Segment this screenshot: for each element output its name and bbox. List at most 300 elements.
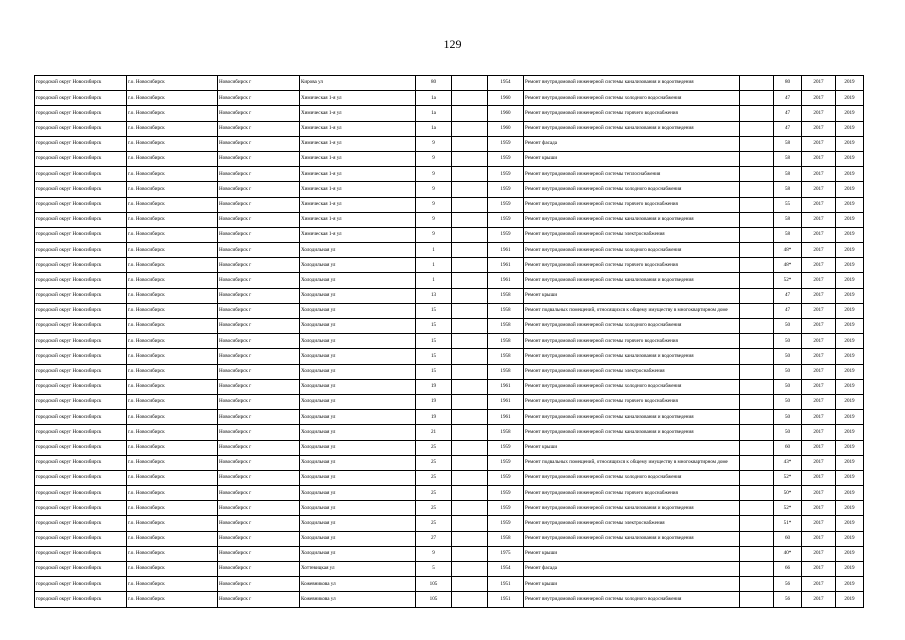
build-year-cell: 1961: [488, 394, 524, 409]
city-cell: Новосибирск г: [218, 410, 300, 425]
house-number-cell: 9: [416, 212, 452, 227]
work-type-cell: Ремонт внутридомовой инженерной системы горячего водоснабжения: [524, 197, 740, 212]
work-type-cell: Ремонт внутридомовой инженерной системы электроснабжения: [524, 364, 740, 379]
wear-percent-cell: 50: [774, 319, 802, 334]
building-cell: [452, 470, 488, 485]
municipality-cell: городской округ Новосибирск: [35, 182, 127, 197]
house-number-cell: 19: [416, 379, 452, 394]
build-year-cell: 1961: [488, 273, 524, 288]
wear-percent-cell: 56: [774, 577, 802, 592]
city-cell: Новосибирск г: [218, 486, 300, 501]
blank-cell: [740, 349, 774, 364]
plan-end-year-cell: 2019: [836, 273, 864, 288]
district-cell: г.о. Новосибирск: [127, 319, 218, 334]
district-cell: г.о. Новосибирск: [127, 273, 218, 288]
build-year-cell: 1960: [488, 106, 524, 121]
municipality-cell: городской округ Новосибирск: [35, 227, 127, 242]
municipality-cell: городской округ Новосибирск: [35, 303, 127, 318]
city-cell: Новосибирск г: [218, 470, 300, 485]
blank-cell: [740, 121, 774, 136]
municipality-cell: городской округ Новосибирск: [35, 151, 127, 166]
build-year-cell: 1961: [488, 258, 524, 273]
municipality-cell: городской округ Новосибирск: [35, 546, 127, 561]
house-number-cell: 25: [416, 455, 452, 470]
wear-percent-cell: 60: [774, 531, 802, 546]
plan-end-year-cell: 2019: [836, 592, 864, 607]
table-row: [35, 227, 864, 242]
district-cell: г.о. Новосибирск: [127, 531, 218, 546]
street-cell: Химическая 1-я ул: [300, 91, 416, 106]
plan-start-year-cell: 2017: [802, 577, 836, 592]
wear-percent-cell: 58: [774, 182, 802, 197]
table-row: [35, 562, 864, 577]
city-cell: Новосибирск г: [218, 258, 300, 273]
wear-percent-cell: 50: [774, 334, 802, 349]
city-cell: Новосибирск г: [218, 106, 300, 121]
street-cell: Холодильная ул: [300, 440, 416, 455]
building-cell: [452, 501, 488, 516]
wear-percent-cell: 50*: [774, 486, 802, 501]
municipality-cell: городской округ Новосибирск: [35, 258, 127, 273]
building-cell: [452, 212, 488, 227]
district-cell: г.о. Новосибирск: [127, 243, 218, 258]
city-cell: Новосибирск г: [218, 440, 300, 455]
build-year-cell: 1959: [488, 470, 524, 485]
house-number-cell: 1а: [416, 121, 452, 136]
building-cell: [452, 288, 488, 303]
house-number-cell: 9: [416, 197, 452, 212]
blank-cell: [740, 486, 774, 501]
plan-end-year-cell: 2019: [836, 577, 864, 592]
build-year-cell: 1959: [488, 440, 524, 455]
street-cell: Хоттевицкая ул: [300, 562, 416, 577]
wear-percent-cell: 58: [774, 212, 802, 227]
plan-end-year-cell: 2019: [836, 76, 864, 91]
work-type-cell: Ремонт внутридомовой инженерной системы холодного водоснабжения: [524, 470, 740, 485]
plan-start-year-cell: 2017: [802, 379, 836, 394]
plan-start-year-cell: 2017: [802, 303, 836, 318]
wear-percent-cell: 60: [774, 440, 802, 455]
work-type-cell: Ремонт фасада: [524, 562, 740, 577]
build-year-cell: 1954: [488, 562, 524, 577]
house-number-cell: 15: [416, 349, 452, 364]
wear-percent-cell: 58: [774, 151, 802, 166]
house-number-cell: 105: [416, 592, 452, 607]
district-cell: г.о. Новосибирск: [127, 516, 218, 531]
work-type-cell: Ремонт внутридомовой инженерной системы холодного водоснабжения: [524, 319, 740, 334]
wear-percent-cell: 58: [774, 136, 802, 151]
building-cell: [452, 303, 488, 318]
building-cell: [452, 349, 488, 364]
district-cell: г.о. Новосибирск: [127, 303, 218, 318]
district-cell: г.о. Новосибирск: [127, 486, 218, 501]
build-year-cell: 1959: [488, 455, 524, 470]
city-cell: Новосибирск г: [218, 273, 300, 288]
blank-cell: [740, 410, 774, 425]
house-number-cell: 25: [416, 470, 452, 485]
blank-cell: [740, 212, 774, 227]
city-cell: Новосибирск г: [218, 379, 300, 394]
plan-start-year-cell: 2017: [802, 121, 836, 136]
wear-percent-cell: 48*: [774, 258, 802, 273]
build-year-cell: 1954: [488, 76, 524, 91]
work-type-cell: Ремонт внутридомовой инженерной системы холодного водоснабжения: [524, 243, 740, 258]
plan-end-year-cell: 2019: [836, 227, 864, 242]
house-number-cell: 9: [416, 151, 452, 166]
plan-start-year-cell: 2017: [802, 425, 836, 440]
build-year-cell: 1959: [488, 182, 524, 197]
table-row: [35, 91, 864, 106]
municipality-cell: городской округ Новосибирск: [35, 592, 127, 607]
blank-cell: [740, 91, 774, 106]
plan-start-year-cell: 2017: [802, 212, 836, 227]
wear-percent-cell: 50: [774, 349, 802, 364]
street-cell: Химическая 1-я ул: [300, 121, 416, 136]
blank-cell: [740, 470, 774, 485]
work-type-cell: Ремонт внутридомовой инженерной системы канализования и водоотведения: [524, 121, 740, 136]
building-cell: [452, 546, 488, 561]
district-cell: г.о. Новосибирск: [127, 364, 218, 379]
table-row: [35, 546, 864, 561]
building-cell: [452, 167, 488, 182]
house-number-cell: 15: [416, 364, 452, 379]
street-cell: Холодильная ул: [300, 516, 416, 531]
wear-percent-cell: 50: [774, 379, 802, 394]
plan-end-year-cell: 2019: [836, 425, 864, 440]
building-cell: [452, 319, 488, 334]
wear-percent-cell: 56: [774, 592, 802, 607]
table-row: [35, 516, 864, 531]
plan-start-year-cell: 2017: [802, 592, 836, 607]
table-row: [35, 592, 864, 607]
building-cell: [452, 121, 488, 136]
city-cell: Новосибирск г: [218, 227, 300, 242]
city-cell: Новосибирск г: [218, 243, 300, 258]
city-cell: Новосибирск г: [218, 349, 300, 364]
house-number-cell: 9: [416, 167, 452, 182]
house-number-cell: 105: [416, 577, 452, 592]
blank-cell: [740, 425, 774, 440]
plan-end-year-cell: 2019: [836, 91, 864, 106]
plan-end-year-cell: 2019: [836, 197, 864, 212]
table-row: [35, 319, 864, 334]
blank-cell: [740, 364, 774, 379]
plan-start-year-cell: 2017: [802, 410, 836, 425]
wear-percent-cell: 47: [774, 91, 802, 106]
street-cell: Холодильная ул: [300, 258, 416, 273]
building-cell: [452, 334, 488, 349]
street-cell: Кожевникова ул: [300, 577, 416, 592]
build-year-cell: 1961: [488, 243, 524, 258]
building-cell: [452, 182, 488, 197]
municipality-cell: городской округ Новосибирск: [35, 577, 127, 592]
work-type-cell: Ремонт крыши: [524, 288, 740, 303]
district-cell: г.о. Новосибирск: [127, 91, 218, 106]
build-year-cell: 1961: [488, 410, 524, 425]
table-row: [35, 379, 864, 394]
work-type-cell: Ремонт внутридомовой инженерной системы канализования и водоотведения: [524, 273, 740, 288]
city-cell: Новосибирск г: [218, 197, 300, 212]
house-number-cell: 1: [416, 258, 452, 273]
table-row: [35, 303, 864, 318]
blank-cell: [740, 76, 774, 91]
build-year-cell: 1959: [488, 501, 524, 516]
table-row: [35, 501, 864, 516]
wear-percent-cell: 55: [774, 197, 802, 212]
plan-end-year-cell: 2019: [836, 212, 864, 227]
municipality-cell: городской округ Новосибирск: [35, 379, 127, 394]
plan-end-year-cell: 2019: [836, 546, 864, 561]
house-number-cell: 25: [416, 440, 452, 455]
district-cell: г.о. Новосибирск: [127, 546, 218, 561]
build-year-cell: 1960: [488, 91, 524, 106]
district-cell: г.о. Новосибирск: [127, 212, 218, 227]
plan-end-year-cell: 2019: [836, 319, 864, 334]
plan-start-year-cell: 2017: [802, 76, 836, 91]
work-type-cell: Ремонт внутридомовой инженерной системы канализования и водоотведения: [524, 349, 740, 364]
house-number-cell: 15: [416, 303, 452, 318]
plan-start-year-cell: 2017: [802, 486, 836, 501]
municipality-cell: городской округ Новосибирск: [35, 562, 127, 577]
building-cell: [452, 273, 488, 288]
street-cell: Холодильная ул: [300, 273, 416, 288]
municipality-cell: городской округ Новосибирск: [35, 212, 127, 227]
plan-end-year-cell: 2019: [836, 455, 864, 470]
plan-end-year-cell: 2019: [836, 364, 864, 379]
work-type-cell: Ремонт внутридомовой инженерной системы канализования и водоотведения: [524, 76, 740, 91]
build-year-cell: 1961: [488, 379, 524, 394]
work-type-cell: Ремонт внутридомовой инженерной системы горячего водоснабжения: [524, 394, 740, 409]
work-type-cell: Ремонт внутридомовой инженерной системы холодного водоснабжения: [524, 182, 740, 197]
street-cell: Холодильная ул: [300, 455, 416, 470]
house-number-cell: 1: [416, 273, 452, 288]
table-row: [35, 197, 864, 212]
blank-cell: [740, 288, 774, 303]
plan-start-year-cell: 2017: [802, 516, 836, 531]
building-cell: [452, 425, 488, 440]
wear-percent-cell: 58: [774, 167, 802, 182]
plan-end-year-cell: 2019: [836, 349, 864, 364]
work-type-cell: Ремонт подвальных помещений, относящихся к общему имуществу в многоквартирном доме: [524, 455, 740, 470]
work-type-cell: Ремонт внутридомовой инженерной системы электроснабжения: [524, 516, 740, 531]
house-number-cell: 19: [416, 394, 452, 409]
municipality-cell: городской округ Новосибирск: [35, 455, 127, 470]
table-row: [35, 349, 864, 364]
street-cell: Холодильная ул: [300, 531, 416, 546]
work-type-cell: Ремонт внутридомовой инженерной системы теплоснабжения: [524, 167, 740, 182]
municipality-cell: городской округ Новосибирск: [35, 167, 127, 182]
district-cell: г.о. Новосибирск: [127, 577, 218, 592]
blank-cell: [740, 562, 774, 577]
build-year-cell: 1959: [488, 516, 524, 531]
house-number-cell: 9: [416, 182, 452, 197]
build-year-cell: 1958: [488, 531, 524, 546]
build-year-cell: 1958: [488, 303, 524, 318]
municipality-cell: городской округ Новосибирск: [35, 486, 127, 501]
building-cell: [452, 258, 488, 273]
table-row: [35, 364, 864, 379]
work-type-cell: Ремонт внутридомовой инженерной системы канализования и водоотведения: [524, 410, 740, 425]
city-cell: Новосибирск г: [218, 516, 300, 531]
municipality-cell: городской округ Новосибирск: [35, 197, 127, 212]
building-cell: [452, 136, 488, 151]
building-cell: [452, 592, 488, 607]
city-cell: Новосибирск г: [218, 577, 300, 592]
district-cell: г.о. Новосибирск: [127, 410, 218, 425]
building-cell: [452, 227, 488, 242]
work-type-cell: Ремонт внутридомовой инженерной системы горячего водоснабжения: [524, 486, 740, 501]
plan-start-year-cell: 2017: [802, 394, 836, 409]
building-cell: [452, 516, 488, 531]
build-year-cell: 1958: [488, 364, 524, 379]
municipality-cell: городской округ Новосибирск: [35, 273, 127, 288]
blank-cell: [740, 303, 774, 318]
blank-cell: [740, 258, 774, 273]
house-number-cell: 1а: [416, 106, 452, 121]
plan-start-year-cell: 2017: [802, 319, 836, 334]
building-cell: [452, 562, 488, 577]
plan-end-year-cell: 2019: [836, 470, 864, 485]
table-row: [35, 243, 864, 258]
district-cell: г.о. Новосибирск: [127, 151, 218, 166]
municipality-cell: городской округ Новосибирск: [35, 243, 127, 258]
street-cell: Химическая 1-я ул: [300, 182, 416, 197]
build-year-cell: 1951: [488, 577, 524, 592]
build-year-cell: 1960: [488, 121, 524, 136]
street-cell: Химическая 1-я ул: [300, 197, 416, 212]
building-cell: [452, 410, 488, 425]
district-cell: г.о. Новосибирск: [127, 121, 218, 136]
building-cell: [452, 106, 488, 121]
blank-cell: [740, 227, 774, 242]
plan-start-year-cell: 2017: [802, 531, 836, 546]
table-row: [35, 273, 864, 288]
house-number-cell: 13: [416, 288, 452, 303]
build-year-cell: 1959: [488, 197, 524, 212]
plan-start-year-cell: 2017: [802, 546, 836, 561]
building-cell: [452, 577, 488, 592]
house-number-cell: 80: [416, 76, 452, 91]
street-cell: Холодильная ул: [300, 546, 416, 561]
table-row: [35, 470, 864, 485]
district-cell: г.о. Новосибирск: [127, 136, 218, 151]
house-number-cell: 5: [416, 562, 452, 577]
blank-cell: [740, 516, 774, 531]
building-cell: [452, 197, 488, 212]
street-cell: Холодильная ул: [300, 349, 416, 364]
street-cell: Химическая 1-я ул: [300, 136, 416, 151]
work-type-cell: Ремонт внутридомовой инженерной системы горячего водоснабжения: [524, 258, 740, 273]
municipality-cell: городской округ Новосибирск: [35, 516, 127, 531]
plan-end-year-cell: 2019: [836, 151, 864, 166]
table-row: [35, 410, 864, 425]
house-number-cell: 15: [416, 319, 452, 334]
build-year-cell: 1975: [488, 546, 524, 561]
city-cell: Новосибирск г: [218, 455, 300, 470]
city-cell: Новосибирск г: [218, 531, 300, 546]
city-cell: Новосибирск г: [218, 303, 300, 318]
plan-start-year-cell: 2017: [802, 334, 836, 349]
blank-cell: [740, 440, 774, 455]
plan-end-year-cell: 2019: [836, 303, 864, 318]
municipality-cell: городской округ Новосибирск: [35, 106, 127, 121]
wear-percent-cell: 51*: [774, 516, 802, 531]
plan-end-year-cell: 2019: [836, 121, 864, 136]
table-row: [35, 486, 864, 501]
building-cell: [452, 531, 488, 546]
plan-start-year-cell: 2017: [802, 91, 836, 106]
building-cell: [452, 364, 488, 379]
plan-end-year-cell: 2019: [836, 516, 864, 531]
table-row: [35, 440, 864, 455]
wear-percent-cell: 48*: [774, 243, 802, 258]
plan-end-year-cell: 2019: [836, 562, 864, 577]
blank-cell: [740, 182, 774, 197]
plan-start-year-cell: 2017: [802, 167, 836, 182]
table-row: [35, 531, 864, 546]
table-row: [35, 121, 864, 136]
work-type-cell: Ремонт внутридомовой инженерной системы канализования и водоотведения: [524, 501, 740, 516]
district-cell: г.о. Новосибирск: [127, 501, 218, 516]
blank-cell: [740, 151, 774, 166]
work-type-cell: Ремонт внутридомовой инженерной системы канализования и водоотведения: [524, 425, 740, 440]
house-number-cell: 1: [416, 243, 452, 258]
wear-percent-cell: 50: [774, 394, 802, 409]
blank-cell: [740, 592, 774, 607]
city-cell: Новосибирск г: [218, 212, 300, 227]
blank-cell: [740, 243, 774, 258]
plan-end-year-cell: 2019: [836, 501, 864, 516]
blank-cell: [740, 197, 774, 212]
house-number-cell: 25: [416, 501, 452, 516]
city-cell: Новосибирск г: [218, 425, 300, 440]
plan-start-year-cell: 2017: [802, 106, 836, 121]
municipality-cell: городской округ Новосибирск: [35, 136, 127, 151]
street-cell: Химическая 1-я ул: [300, 227, 416, 242]
build-year-cell: 1958: [488, 319, 524, 334]
build-year-cell: 1958: [488, 288, 524, 303]
city-cell: Новосибирск г: [218, 319, 300, 334]
municipality-cell: городской округ Новосибирск: [35, 501, 127, 516]
build-year-cell: 1958: [488, 334, 524, 349]
house-number-cell: 1а: [416, 91, 452, 106]
municipality-cell: городской округ Новосибирск: [35, 394, 127, 409]
work-type-cell: Ремонт крыши: [524, 440, 740, 455]
municipality-cell: городской округ Новосибирск: [35, 121, 127, 136]
street-cell: Химическая 1-я ул: [300, 212, 416, 227]
table-row: [35, 167, 864, 182]
page-number: 129: [443, 37, 462, 51]
plan-end-year-cell: 2019: [836, 440, 864, 455]
street-cell: Холодильная ул: [300, 379, 416, 394]
building-cell: [452, 394, 488, 409]
street-cell: Холодильная ул: [300, 364, 416, 379]
work-type-cell: Ремонт крыши: [524, 577, 740, 592]
blank-cell: [740, 136, 774, 151]
street-cell: Холодильная ул: [300, 410, 416, 425]
work-type-cell: Ремонт внутридомовой инженерной системы горячего водоснабжения: [524, 334, 740, 349]
table-row: [35, 151, 864, 166]
city-cell: Новосибирск г: [218, 394, 300, 409]
plan-end-year-cell: 2019: [836, 379, 864, 394]
district-cell: г.о. Новосибирск: [127, 425, 218, 440]
district-cell: г.о. Новосибирск: [127, 106, 218, 121]
blank-cell: [740, 455, 774, 470]
plan-start-year-cell: 2017: [802, 227, 836, 242]
plan-end-year-cell: 2019: [836, 486, 864, 501]
wear-percent-cell: 50: [774, 364, 802, 379]
wear-percent-cell: 66: [774, 562, 802, 577]
